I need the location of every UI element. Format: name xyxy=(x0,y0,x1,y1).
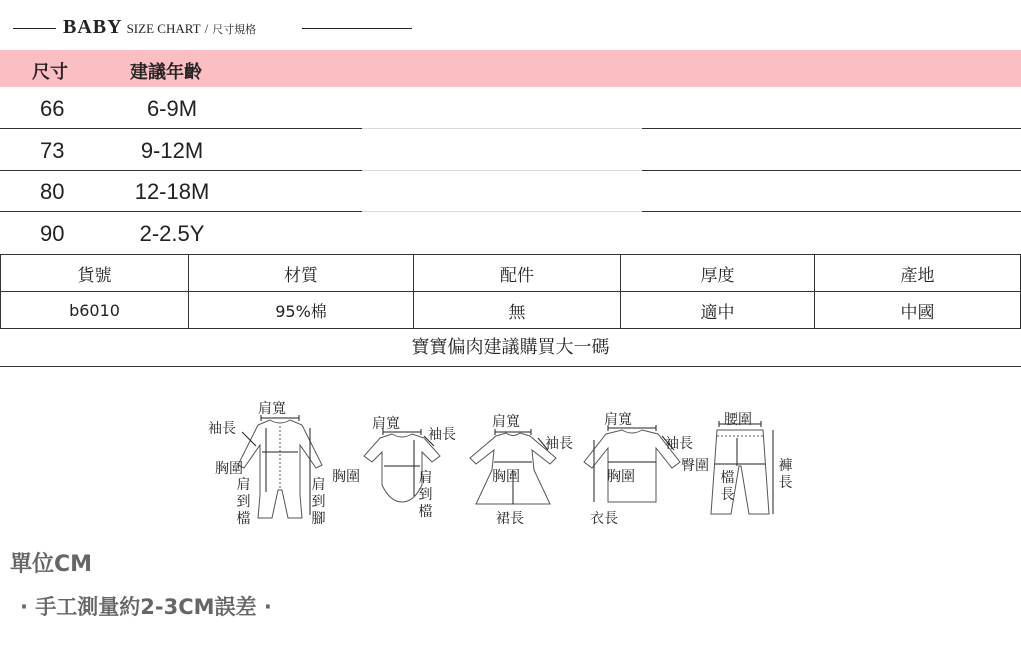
size-row xyxy=(0,171,1021,213)
bodysuit-shoulder-label: 肩寬 xyxy=(372,416,400,432)
size-row xyxy=(0,213,1021,255)
accessory-value: 無 xyxy=(414,292,621,329)
material-value: 95%棉 xyxy=(189,292,414,329)
row-divider-light xyxy=(362,128,642,129)
title-subtitle: SIZE CHART xyxy=(126,21,201,36)
romper-sleeve-label: 袖長 xyxy=(208,421,236,437)
pants-rise-label: 檔長 xyxy=(720,470,735,503)
title-subtitle-zh: 尺寸規格 xyxy=(212,23,257,36)
measurement-error-note: · 手工測量約2-3CM誤差 · xyxy=(20,595,272,619)
pants-waist-label: 腰圍 xyxy=(724,412,752,428)
table-row xyxy=(1,292,1021,329)
dress-skirt-length-label: 裙長 xyxy=(496,511,524,527)
row-divider xyxy=(642,211,1021,212)
accessory-header: 配件 xyxy=(414,255,621,292)
top-sleeve-label: 袖長 xyxy=(665,436,693,452)
row-divider xyxy=(642,128,1021,129)
top-chest-label: 胸圍 xyxy=(607,469,635,485)
row-divider xyxy=(0,128,362,129)
brand-label: BABY xyxy=(63,16,123,38)
dress-shoulder-label: 肩寬 xyxy=(492,414,520,430)
age-value: 6-9M xyxy=(146,96,198,121)
title-separator: / xyxy=(204,21,209,36)
size-recommendation-note: 寶寶偏肉建議購買大一碼 xyxy=(0,329,1021,367)
material-header: 材質 xyxy=(189,255,414,292)
pants-length-label: 褲長 xyxy=(778,458,793,491)
dress-chest-label: 胸圍 xyxy=(492,469,520,485)
top-shoulder-label: 肩寬 xyxy=(604,412,632,428)
top-length-label: 衣長 xyxy=(590,511,618,527)
row-divider xyxy=(0,211,362,212)
dress-sleeve-label: 袖長 xyxy=(545,436,573,452)
header-rule-left xyxy=(13,28,56,29)
thickness-value: 適中 xyxy=(621,292,815,329)
product-info-table xyxy=(0,254,1021,329)
item-no-value: b6010 xyxy=(1,292,189,329)
bodysuit-chest-label: 胸圍 xyxy=(332,469,360,485)
size-column-header: 尺寸 xyxy=(32,62,68,83)
bodysuit-sleeve-label: 袖長 xyxy=(428,427,456,443)
header-rule-right xyxy=(302,28,412,29)
row-divider-light xyxy=(362,211,642,212)
romper-shoulder-label: 肩寬 xyxy=(258,401,286,417)
pants-diagram xyxy=(705,428,775,520)
size-row xyxy=(0,88,1021,130)
origin-value: 中國 xyxy=(815,292,1021,329)
page-title xyxy=(63,16,256,39)
age-column-header: 建議年齡 xyxy=(130,62,202,83)
table-header-row xyxy=(1,255,1021,292)
origin-header: 產地 xyxy=(815,255,1021,292)
size-value: 80 xyxy=(40,179,65,204)
age-value: 2-2.5Y xyxy=(139,221,205,246)
romper-shoulder-to-crotch-label: 肩到檔 xyxy=(236,477,251,527)
size-value: 66 xyxy=(40,96,65,121)
pants-hip-label: 臀圍 xyxy=(681,458,709,474)
age-value: 9-12M xyxy=(140,138,204,163)
bodysuit-shoulder-to-crotch-label: 肩到檔 xyxy=(418,470,433,520)
unit-note: 單位CM xyxy=(10,552,93,577)
age-value: 12-18M xyxy=(134,179,210,204)
size-value: 73 xyxy=(40,138,65,163)
size-row xyxy=(0,130,1021,172)
item-no-header: 貨號 xyxy=(1,255,189,292)
romper-chest-label: 胸圍 xyxy=(215,461,243,477)
size-value: 90 xyxy=(40,221,65,246)
thickness-header: 厚度 xyxy=(621,255,815,292)
romper-shoulder-to-foot-label: 肩到腳 xyxy=(311,477,326,527)
